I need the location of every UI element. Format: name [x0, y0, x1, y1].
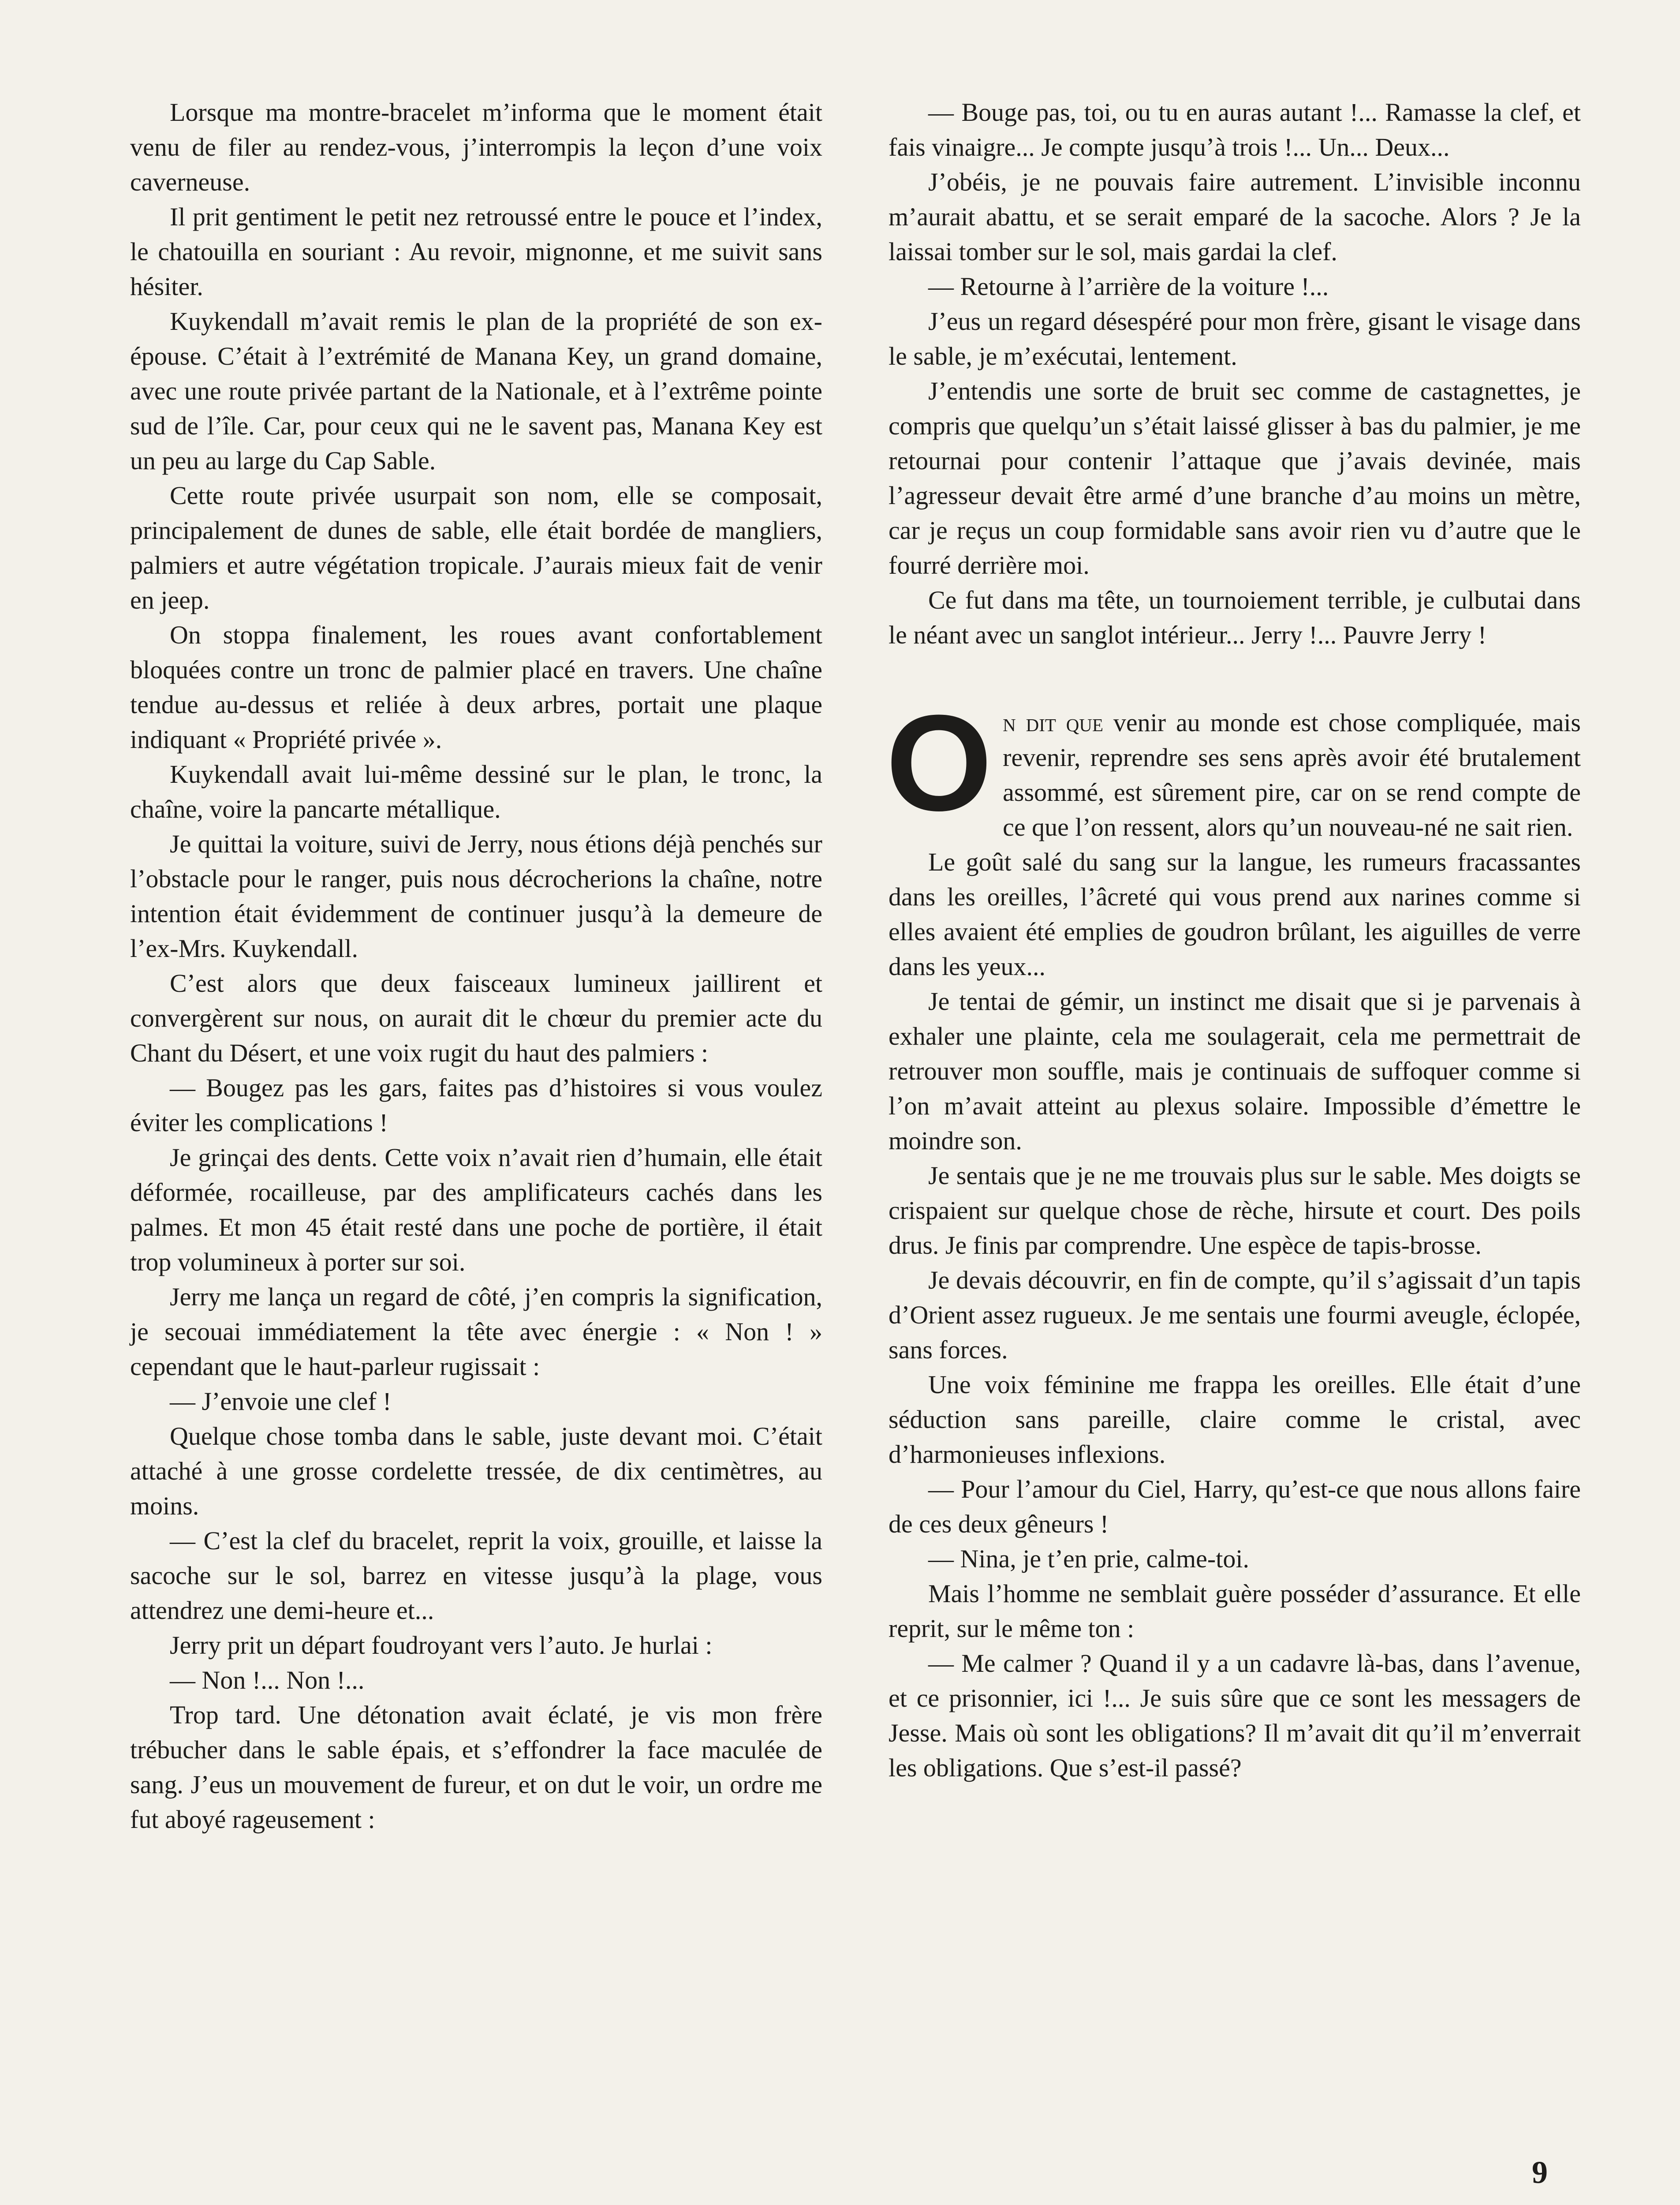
paragraph: J’eus un regard désespéré pour mon frère, gisant le visage dans le sable, je m’exécutai, lentement.: [889, 307, 1581, 370]
right-column: [886, 95, 1581, 1785]
paragraph: Je quittai la voiture, suivi de Jerry, nous étions déjà penchés sur l’obstacle pour le ranger, puis nous décrocherions la chaîne, notre intention était évidemment de continuer jusqu’à la demeure de l’ex-Mrs. Kuykendall.: [130, 830, 822, 963]
paragraph: — Bouge pas, toi, ou tu en auras autant !... Ramasse la clef, et fais vinaigre... Je compte jusqu’à trois !... Un... Deux...: [889, 98, 1581, 161]
paragraph: — Non !... Non !...: [170, 1666, 365, 1694]
paragraph: Jerry me lança un regard de côté, j’en compris la signification, je secouai immédiatement la tête avec énergie : « Non ! » cependant que le haut-parleur rugissait :: [130, 1282, 822, 1381]
paragraph: Le goût salé du sang sur la langue, les rumeurs fracassantes dans les oreilles, l’âcreté qui vous prend aux narines comme si elles avaient été emplies de goudron brûlant, les aiguilles de verre dans les yeux...: [889, 848, 1581, 981]
page-number: 9: [1532, 2155, 1548, 2190]
paragraph: Cette route privée usurpait son nom, elle se composait, principalement de dunes de sable, elle était bordée de mangliers, palmiers et autre végétation tropicale. J’aurais mieux fait de venir en jeep.: [130, 481, 822, 614]
paragraph: — C’est la clef du bracelet, reprit la voix, grouille, et laisse la sacoche sur le sol, barrez en vitesse jusqu’à la plage, vous attendrez une demi-heure et...: [130, 1526, 822, 1625]
paragraph: Je grinçai des dents. Cette voix n’avait rien d’humain, elle était déformée, rocailleuse, par des amplificateurs cachés dans les palmes. Et mon 45 était resté dans une poche de portière, il était trop volumineux à porter sur soi.: [130, 1143, 822, 1276]
paragraph: Kuykendall m’avait remis le plan de la propriété de son ex-épouse. C’était à l’extrémité de Manana Key, un grand domaine, avec une route privée partant de la Nationale, et à l’extrême pointe sud de l’île. Car, pour ceux qui ne le savent pas, Manana Key est un peu au large du Cap Sable.: [130, 307, 822, 475]
paragraph: — J’envoie une clef !: [170, 1387, 392, 1416]
drop-cap: O: [886, 686, 993, 839]
paragraph: Lorsque ma montre-bracelet m’informa que le moment était venu de filer au rendez-vous, j’interrompis la leçon d’une voix caverneuse.: [130, 98, 822, 196]
paragraph: — Nina, je t’en prie, calme-toi.: [928, 1544, 1249, 1573]
opening-text: venir au monde est chose compliquée, mais revenir, reprendre ses sens après avoir été brutalement assommé, est sûrement pire, car on se rend compte de ce que l’on ressent, alors qu’un nouveau-né ne sait rien.: [1003, 708, 1581, 841]
paragraph: — Pour l’amour du Ciel, Harry, qu’est-ce que nous allons faire de ces deux gêneurs !: [889, 1475, 1581, 1538]
paragraph: Je sentais que je ne me trouvais plus sur le sable. Mes doigts se crispaient sur quelque chose de rèche, hirsute et court. Des poils drus. Je finis par comprendre. Une espèce de tapis-brosse.: [889, 1161, 1581, 1259]
paragraph: Je tentai de gémir, un instinct me disait que si je parvenais à exhaler une plainte, cela me soulagerait, cela me permettrait de retrouver mon souffle, mais je continuais de suffoquer comme si l’on m’avait atteint au plexus solaire. Impossible d’émettre le moindre son.: [889, 987, 1581, 1155]
paragraph: C’est alors que deux faisceaux lumineux jaillirent et convergèrent sur nous, on aurait dit le chœur du premier acte du Chant du Désert, et une voix rugit du haut des palmiers :: [130, 969, 822, 1067]
paragraph: Trop tard. Une détonation avait éclaté, je vis mon frère trébucher dans le sable épais, et s’effondrer la face maculée de sang. J’eus un mouvement de fureur, et on dut le voir, un ordre me fut aboyé rageusement :: [130, 1700, 822, 1834]
paragraph: Une voix féminine me frappa les oreilles. Elle était d’une séduction sans pareille, claire comme le cristal, avec d’harmonieuses inflexions.: [889, 1370, 1581, 1469]
paragraph: Kuykendall avait lui-même dessiné sur le plan, le tronc, la chaîne, voire la pancarte métallique.: [130, 760, 822, 823]
paragraph: On stoppa finalement, les roues avant confortablement bloquées contre un tronc de palmier placé en travers. Une chaîne tendue au-dessus et reliée à deux arbres, portait une plaque indiquant « Propriété privée ».: [130, 620, 822, 754]
paragraph: — Bougez pas les gars, faites pas d’histoires si vous voulez éviter les complications !: [130, 1073, 822, 1137]
paragraph: Ce fut dans ma tête, un tournoiement terrible, je culbutai dans le néant avec un sanglot intérieur... Jerry !... Pauvre Jerry !: [889, 586, 1581, 649]
paragraph: Mais l’homme ne semblait guère posséder d’assurance. Et elle reprit, sur le même ton :: [889, 1579, 1581, 1643]
left-column: [130, 95, 822, 1837]
paragraph: Jerry prit un départ foudroyant vers l’auto. Je hurlai :: [170, 1631, 713, 1659]
paragraph: J’entendis une sorte de bruit sec comme de castagnettes, je compris que quelqu’un s’était laissé glisser à bas du palmier, je me retournai pour contenir l’attaque que j’avais devinée, mais l’agresseur devait être armé d’une branche d’au moins un mètre, car je reçus un coup formidable sans avoir rien vu d’autre que le fourré derrière moi.: [889, 377, 1581, 579]
paragraph: J’obéis, je ne pouvais faire autrement. L’invisible inconnu m’aurait abattu, et se serait emparé de la sacoche. Alors ? Je la laissai tomber sur le sol, mais gardai la clef.: [889, 168, 1581, 266]
paragraph: Je devais découvrir, en fin de compte, qu’il s’agissait d’un tapis d’Orient assez rugueux. Je me sentais une fourmi aveugle, éclopée, sans forces.: [889, 1266, 1581, 1364]
paragraph: Quelque chose tomba dans le sable, juste devant moi. C’était attaché à une grosse cordelette tressée, de dix centimètres, au moins.: [130, 1422, 822, 1520]
paragraph: — Me calmer ? Quand il y a un cadavre là-bas, dans l’avenue, et ce prisonnier, ici !... Je suis sûre que ce sont les messagers de Jesse. Mais où sont les obligations? Il m’avait dit qu’il m’enverrait les obligations. Que s’est-il passé?: [889, 1649, 1581, 1782]
paragraph: — Retourne à l’arrière de la voiture !...: [928, 272, 1329, 301]
small-caps-lead: n dit que: [1003, 708, 1104, 737]
paragraph: Il prit gentiment le petit nez retroussé entre le pouce et l’index, le chatouilla en souriant : Au revoir, mignonne, et me suivit sans hésiter.: [130, 202, 822, 301]
section-opening-paragraph: [886, 686, 1581, 845]
